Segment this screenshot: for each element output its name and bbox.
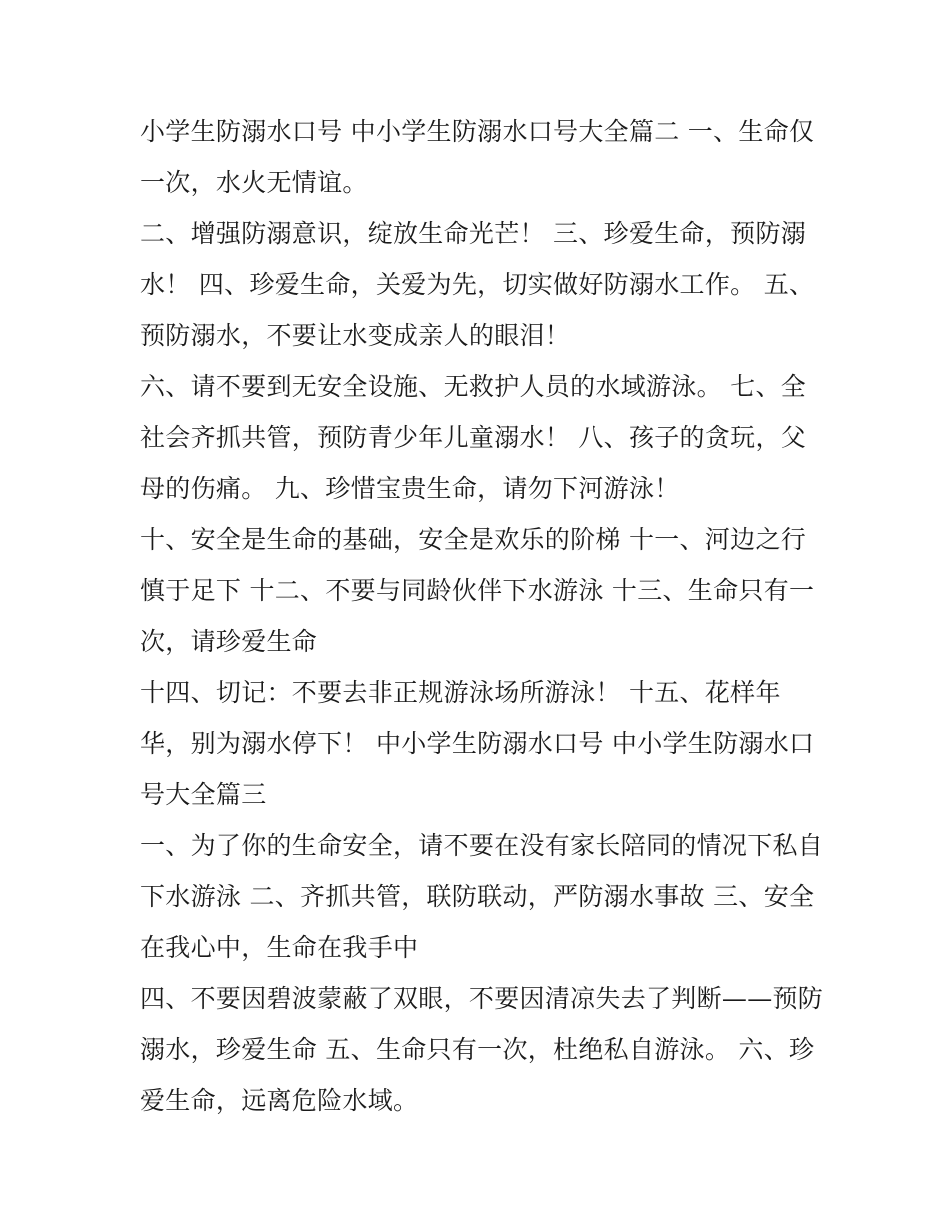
text-line: 下水游泳 二、齐抓共管，联防联动，严防溺水事故 三、安全 xyxy=(140,882,815,911)
text-line: 爱生命，远离危险水域。 xyxy=(140,1086,419,1115)
text-line: 在我心中，生命在我手中 xyxy=(140,933,419,962)
text-line: 号大全篇三 xyxy=(140,780,267,809)
text-line: 一、为了你的生命安全，请不要在没有家长陪同的情况下私自 xyxy=(140,831,824,860)
text-line: 溺水，珍爱生命 五、生命只有一次，杜绝私自游泳。 六、珍 xyxy=(140,1035,815,1064)
text-line: 水！ 四、珍爱生命，关爱为先，切实做好防溺水工作。 五、 xyxy=(140,270,815,299)
document-body xyxy=(140,106,824,1126)
text-line: 二、增强防溺意识，绽放生命光芒！ 三、珍爱生命，预防溺 xyxy=(140,219,807,248)
text-line: 社会齐抓共管，预防青少年儿童溺水！ 八、孩子的贪玩，父 xyxy=(140,423,807,452)
text-line: 六、请不要到无安全设施、无救护人员的水域游泳。 七、全 xyxy=(140,372,807,401)
text-line: 十、安全是生命的基础，安全是欢乐的阶梯 十一、河边之行 xyxy=(140,525,807,554)
text-line: 慎于足下 十二、不要与同龄伙伴下水游泳 十三、生命只有一 xyxy=(140,576,815,605)
text-line: 十四、切记：不要去非正规游泳场所游泳！ 十五、花样年 xyxy=(140,678,781,707)
text-line: 华，别为溺水停下！ 中小学生防溺水口号 中小学生防溺水口 xyxy=(140,729,815,758)
text-line: 预防溺水，不要让水变成亲人的眼泪！ xyxy=(140,321,571,350)
text-line: 次，请珍爱生命 xyxy=(140,627,318,656)
text-line: 小学生防溺水口号 中小学生防溺水口号大全篇二 一、生命仅 xyxy=(140,117,815,146)
text-line: 母的伤痛。 九、珍惜宝贵生命，请勿下河游泳！ xyxy=(140,474,680,503)
text-line: 四、不要因碧波蒙蔽了双眼，不要因清凉失去了判断——预防 xyxy=(140,984,824,1013)
text-line: 一次，水火无情谊。 xyxy=(140,168,368,197)
